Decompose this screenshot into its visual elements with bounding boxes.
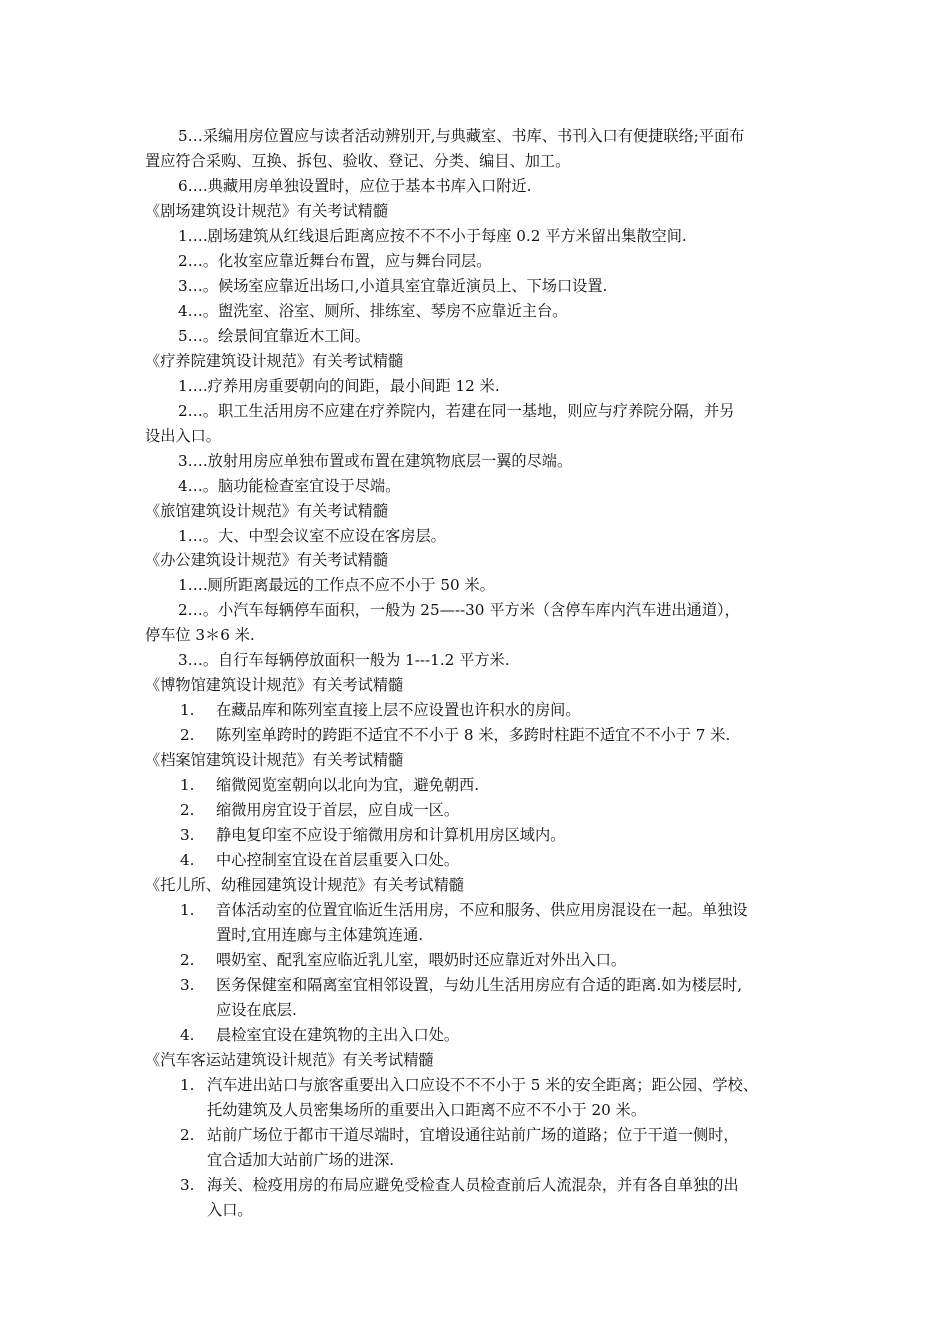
list-item-text: 陈列室单跨时的跨距不适宜不不小于 8 米，多跨时柱距不适宜不不小于 7 米.: [216, 726, 731, 745]
section-heading: 《旅馆建筑设计规范》有关考试精髓: [145, 501, 388, 520]
paragraph-line: 2…。小汽车每辆停车面积，一般为 25—--30 平方米（含停车库内汽车进出通道），: [178, 601, 740, 620]
paragraph-line: 1…。大、中型会议室不应设在客房层。: [178, 526, 446, 545]
list-item-number: 3.: [180, 1175, 195, 1194]
paragraph-line: 5…。绘景间宜靠近木工间。: [178, 326, 370, 345]
section-heading: 《托儿所、幼稚园建筑设计规范》有关考试精髓: [145, 876, 464, 895]
list-item-continuation: 宜合适加大站前广场的进深.: [207, 1150, 395, 1169]
paragraph-line: 3….放射用房应单独布置或布置在建筑物底层一翼的尽端。: [178, 451, 573, 470]
paragraph-line: 1….剧场建筑从红线退后距离应按不不不小于每座 0.2 平方米留出集散空间.: [178, 226, 687, 245]
list-item-number: 2.: [180, 801, 195, 820]
list-item-number: 3.: [180, 826, 195, 845]
list-item-text: 医务保健室和隔离室宜相邻设置，与幼儿生活用房应有合适的距离.如为楼层时,: [216, 975, 743, 994]
paragraph-line: 设出入口。: [145, 426, 221, 445]
list-item-number: 2.: [180, 726, 195, 745]
list-item-text: 海关、检疫用房的布局应避免受检查人员检查前后人流混杂，并有各自单独的出: [207, 1175, 739, 1194]
paragraph-line: 2…。化妆室应靠近舞台布置，应与舞台同层。: [178, 251, 492, 270]
paragraph-line: 停车位 3＊6 米.: [145, 626, 255, 645]
paragraph-line: 4…。脑功能检查室宜设于尽端。: [178, 476, 401, 495]
list-item-number: 2.: [180, 1125, 195, 1144]
paragraph-line: 4…。盥洗室、浴室、厕所、排练室、琴房不应靠近主台。: [178, 301, 568, 320]
list-item-text: 喂奶室、配乳室应临近乳儿室，喂奶时还应靠近对外出入口。: [216, 951, 627, 969]
list-item-text: 缩微阅览室朝向以北向为宜，避免朝西.: [216, 776, 480, 795]
list-item-text: 缩微用房宜设于首层，应自成一区。: [216, 801, 459, 820]
list-item-number: 1.: [180, 776, 195, 795]
section-heading: 《博物馆建筑设计规范》有关考试精髓: [145, 676, 404, 695]
section-heading: 《汽车客运站建筑设计规范》有关考试精髓: [145, 1050, 434, 1069]
list-item-number: 4.: [180, 851, 195, 870]
list-item-continuation: 应设在底层.: [216, 1000, 297, 1019]
list-item-text: 音体活动室的位置宜临近生活用房，不应和服务、供应用房混设在一起。单独设: [216, 901, 748, 920]
list-item-continuation: 入口。: [207, 1200, 253, 1219]
paragraph-line: 1….厕所距离最远的工作点不应不小于 50 米。: [178, 576, 495, 595]
list-item-number: 1.: [180, 901, 195, 920]
paragraph-line: 3…。候场室应靠近出场口,小道具室宜靠近演员上、下场口设置.: [178, 276, 608, 295]
paragraph-line: 5…采编用房位置应与读者活动辨别开,与典藏室、书库、书刊入口有便捷联络;平面布: [178, 127, 745, 145]
list-item-continuation: 托幼建筑及人员密集场所的重要出入口距离不应不不小于 20 米。: [207, 1100, 647, 1119]
list-item-number: 4.: [180, 1025, 195, 1044]
list-item-continuation: 置时,宜用连廊与主体建筑连通.: [216, 926, 424, 945]
list-item-number: 1.: [180, 1075, 195, 1094]
list-item-text: 汽车进出站口与旅客重要出入口应设不不不小于 5 米的安全距离；距公园、学校、: [207, 1075, 758, 1094]
list-item-text: 中心控制室宜设在首层重要入口处。: [216, 851, 459, 870]
paragraph-line: 3…。自行车每辆停放面积一般为 1---1.2 平方米.: [178, 651, 510, 670]
section-heading: 《剧场建筑设计规范》有关考试精髓: [145, 201, 388, 220]
list-item-number: 3.: [180, 975, 195, 994]
paragraph-line: 1….疗养用房重要朝向的间距，最小间距 12 米.: [178, 376, 500, 395]
paragraph-line: 置应符合采购、互换、拆包、验收、登记、分类、编目、加工。: [145, 151, 571, 170]
section-heading: 《办公建筑设计规范》有关考试精髓: [145, 551, 388, 570]
list-item-text: 晨检室宜设在建筑物的主出入口处。: [216, 1025, 459, 1044]
list-item-number: 1.: [180, 701, 195, 720]
list-item-text: 在藏品库和陈列室直接上层不应设置也许积水的房间。: [216, 701, 581, 720]
section-heading: 《档案馆建筑设计规范》有关考试精髓: [145, 751, 404, 770]
paragraph-line: 6….典藏用房单独设置时，应位于基本书库入口附近.: [178, 176, 532, 195]
list-item-text: 静电复印室不应设于缩微用房和计算机用房区域内。: [216, 826, 566, 845]
section-heading: 《疗养院建筑设计规范》有关考试精髓: [145, 351, 404, 370]
list-item-number: 2.: [180, 951, 195, 969]
list-item-text: 站前广场位于都市干道尽端时，宜增设通往站前广场的道路；位于干道一侧时，: [207, 1125, 739, 1144]
paragraph-line: 2…。职工生活用房不应建在疗养院内，若建在同一基地，则应与疗养院分隔，并另: [178, 401, 735, 420]
